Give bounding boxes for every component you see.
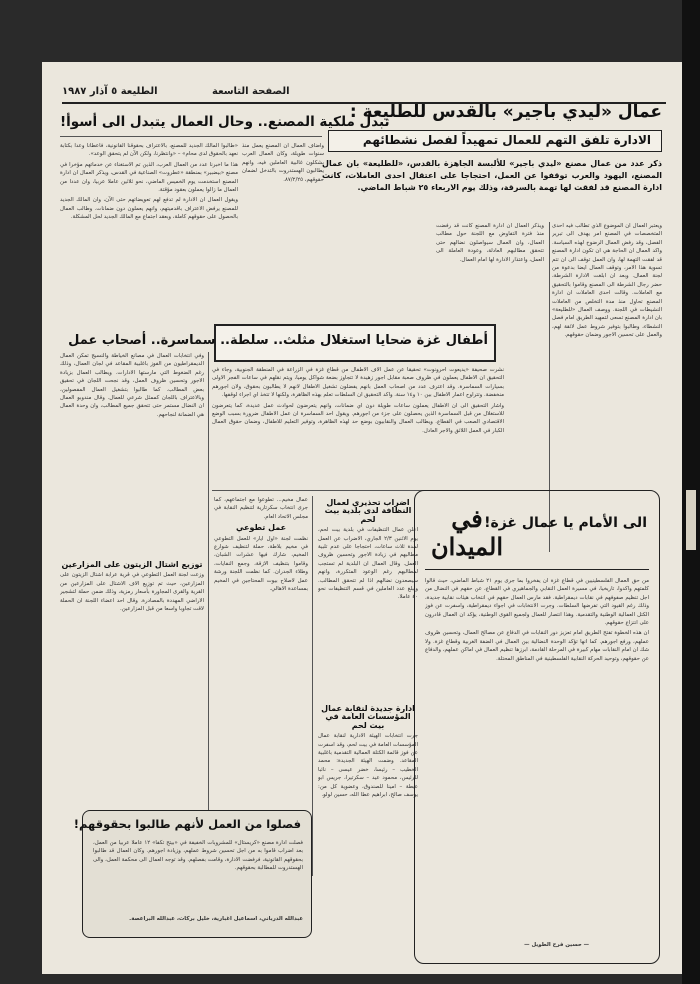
story-bethlehem-subtitle-box <box>328 130 662 152</box>
fil-maidan-logo: في الميدان <box>431 504 503 561</box>
story-forward-signature: — حسين فرح الطويل — <box>524 942 589 948</box>
story-council-intro: عمال مخيم... تطوعوا مع اجتماعهم، كما جرى انتخاب سكرتارية لتنظيم النقابة في مجلس الاتحاد العام. <box>214 497 308 520</box>
header-page: الصفحة التاسعة <box>212 86 290 97</box>
story-cleaning <box>318 496 418 696</box>
story-factory-p2: هذا ما اخبرنا عدد من العمال العرب، الذين تم الاستغناء عن خدماتهم مؤخرا في مصنع «بيضبير» بمنطقة «عطروت» الصناعية في القدس، ويذكر العمال ان ادارة المصنع استخدمت يوم الخميس الماضي، نحو ثلاثين عاملا عربيا، وان عددا من العمال ما زالوا يعملون بعقود مؤقتة. <box>60 161 238 194</box>
story-gaza-title: أطفال غزة ضحايا استغلال مثلث.. سلطة.. سماسرة.. أصحاب عمل <box>68 333 488 348</box>
story-bethlehem-tail: ويذكر العمال ان ادارة المصنع كانت قد رفضت منذ فترة التفاوض مع اللجنة حول مطالب العمال، وان العمال سيواصلون نضالهم حتى تتحقق مطالبهم العادلة، وعودة العاملة الى العمل، واعتذار الادارة لها امام العمال. <box>436 223 544 263</box>
story-union-body: جرت انتخابات الهيئة الادارية لنقابة عمال المؤسسات العامة في بيت لحم، وقد اسفرت عن فوز قائمة الكتلة العمالية التقدمية باغلبية المقاعد. وضمت الهيئة الجديدة: محمد الخطيب – رئيسا، خضر عيسى – نائبا للرئيس، محمود عيد – سكرتيرا، جريس ابو عيطة – امينا للصندوق، وعضوية كل من: يوسف صالح، ابراهيم عطا الله، حسين لولو. <box>318 733 418 799</box>
column-rule <box>312 496 313 876</box>
story-olive-title: توزيع اشتال الزيتون على المزارعين <box>61 560 203 569</box>
story-gaza-body <box>212 366 504 484</box>
story-bethlehem-body: ويعتبر العمال ان الموضوع الذي تطالب فيه احدى المتخصصات في المصنع امر يهدف الى تبرير الفصل، وقد رفض العمال الرضوخ لهذه السياسة. واكد العمال ان الحاجة هي ان تكون ادارة المصنع قد لفقت التهمة لها، وان العمل توقف الى ان تتم تسوية هذا الامر، وتوقف العمال ايضا بدعوة من لجنة العمال. وبعد ان ابلغت الادارة الشرطة، حضر رجال الشرطة الى المصنع وقاموا بالتحقيق مع العاملات. وقالت احدى العاملات ان ادارة المصنع تحاول منذ مدة التخلص من العاملات النشيطات في اللجنة. ووصف العمال «للطليعة» بان ادارة المصنع تسعى لتمهيد الطريق امام فصل النشطاء، وطالبوا بتوفير شروط عمل لائقة لهم، والعمل على تحسين الاجور وضمان حقوقهم. <box>552 223 662 339</box>
story-forward-p2: ان هذه الخطوة تفتح الطريق امام تعزيز دور النقابات في الدفاع عن مصالح العمال، وتحسين ظروف عملهم، ورفع اجورهم. كما انها تؤكد الوحدة النضالية بين العمال في الضفة الغربية وقطاع غزة. ولا شك ان امام النقابات مهام كبيرة في المرحلة القادمة، ابرزها تنظيم العمال في اماكن عملهم، والدفاع عن حقوقهم، وتوحيد الحركة النقابية الفلسطينية في المناطق المحتلة. <box>425 630 649 662</box>
newspaper-page <box>42 62 682 974</box>
story-left-col-body: وفي انتخابات العمال في مصانع الخياطة والنسيج تمكن العمال الديمقراطيون من الفوز باغلبية المقاعد في لجان العمال، وذلك رغم الضغوط التي مارستها الادارات. ويطالب العمال بزيادة الاجور وتحسين ظروف العمل، وقد نجحت اللجان في تحقيق بعض المطالب. كما طالبوا بتشغيل العمال المفصولين، وبالاعتراف باللجان كممثل شرعي للعمال. وقال مندوبو العمال ان النضال مستمر حتى تتحقق جميع المطالب، وان وحدة العمال هي الضمانة لنجاحهم. <box>60 353 204 418</box>
rule <box>425 569 649 570</box>
story-gaza-title-box <box>68 324 496 362</box>
story-dismissed-body: فصلت ادارة مصنع «كريستال» للمشروبات الخفيفة في «بيتح تكفا» ١٢ عاملا عربيا من العمل، بعد اضراب قاموا به من اجل تحسين شروط عملهم، وزيادة اجورهم. وكان العمال قد طالبوا بحقوقهم القانونية، فرفضت الادارة، وقامت بفصلهم. وقد توجه العمال الى محكمة العمل، والى الهستدروت للمطالبة بحقوقهم. <box>93 840 303 872</box>
header-date: الطليعة ٥ آذار ١٩٨٧ <box>62 86 158 97</box>
story-olive-body: وزعت لجنة العمل التطوعي في قرية عرابة اشتال الزيتون على المزارعين، حيث تم توزيع الاف الاشتال على المزارعين من القرية والقرى المجاورة بأسعار رمزية، وذلك ضمن حملة لتشجير الاراضي المهددة بالمصادرة. وقال احد اعضاء اللجنة ان الحملة لاقت تجاوبا واسعا من قبل المزارعين. <box>60 572 204 613</box>
binding-strip <box>686 490 696 550</box>
story-forward-p1: من حق العمال الفلسطينيين في قطاع غزة ان يفخروا بما جرى يوم ٢١ شباط الماضي، حيث قالوا كلمتهم واكدوا، تاريخيا، في مسيرة العمل النقابي والجماهيري في القطاع، عن حقهم في النضال من اجل تنظيم صفوفهم في نقابات ديمقراطية. فقد مارس العمال حقهم في انتخاب هيئات نقابية جديدة، وذلك رغم القيود التي تفرضها السلطات. وجرت الانتخابات في اجواء ديمقراطية، واسفرت عن فوز الكتل العمالية الوطنية والتقدمية. وهذا انتصار للعمال ولجميع القوى الوطنية، يؤكد ان العمال قادرون على انتزاع حقوقهم. <box>425 578 649 627</box>
column-rule <box>208 352 209 872</box>
story-gaza-p2: واشار التحقيق الى ان الاطفال يعملون ساعات طويلة دون اي ضمانات، وانهم يتعرضون لحوادث عمل عديدة، كما يتعرضون للاستغلال من قبل السماسرة الذين يحصلون على جزء من اجورهم. ويقول احد السماسرة ان عمل الاطفال ضرورة بسبب الوضع الاقتصادي الصعب في القطاع. ويطالب العمال والنقابيون بوضع حد لهذه الظاهرة، وتوفير التعليم للاطفال، وضمان حقوق العمال الكبار في العمل اللائق والاجر العادل. <box>212 402 504 434</box>
story-cleaning-title: اضراب تحذيري لعمال النظافة لدى بلدية بيت لحم <box>324 498 412 524</box>
rule <box>60 136 322 137</box>
story-dismissed-signers: عبدالله الدرباني، اسماعيل اغبارية، خليل بركات، عبدالله البراعصة. <box>129 916 303 922</box>
story-council-title: عمل تطوعي <box>235 523 287 533</box>
story-dismissed-title: فصلوا من العمل لأنهم طالبوا بحقوقهم! <box>73 817 301 831</box>
story-bethlehem-subtitle: الادارة تلفق التهم للعمال تمهيداً لفصل نشطائهم <box>362 133 651 147</box>
story-forward-box <box>414 490 660 964</box>
story-olive <box>60 558 204 808</box>
story-factory-p3: ويقول العمال ان الادارة لم تدفع لهم تعويضاتهم حتى الآن، وان المالك الجديد للمصنع يرفض الاعتراف باقدميتهم، وانهم يعملون دون ضمانات. وطالب العمال بالحصول على حقوقهم كاملة، وبعقد اجتماع مع المالك الجديد لحل المشكلة. <box>60 197 238 221</box>
binding-edge <box>682 0 700 984</box>
story-factory-title: تبدل ملكية المصنع.. وحال العمال يتبدل الى أسوأ! <box>60 114 390 130</box>
story-union-title: ادارة جديدة لنقابة عمال المؤسسات العامة في بيت لحم <box>321 704 415 730</box>
story-forward-title: الى الأمام يا عمال غزة! <box>484 515 647 531</box>
story-gaza-p1: نشرت صحيفة «يديعوت احرونوت» تحقيقا عن عمل الاف الاطفال من قطاع غزة في الزراعة في المنطقة الجنوبية، وجاء في التحقيق ان الاطفال يعملون في ظروف صعبة مقابل اجور زهيدة لا تتجاوز بضعة شواكل يوميا، ويتم نقلهم في ساعات الفجر الاولى بسيارات السماسرة. وقد اعترف عدد من اصحاب العمل بانهم يفضلون تشغيل الاطفال لانهم لا يطالبون بحقوق، ولان اجورهم منخفضة. وتتراوح اعمار الاطفال بين ١٠ و١٤ سنة. واكد التحقيق ان السلطات تعلم بهذه الظاهرة، ولكنها لا تتخذ اي اجراء لوقفها. <box>212 367 504 399</box>
story-factory-p1: «طالبوا المالك الجديد للمصنع، بالاعتراف بحقوقنا القانونية، فاعطانا وعدا بكتابة نعهد بالحقوق لدى محام» – «وانتظرنا، ولكن الآن لم يتحقق الوعد». <box>60 143 238 158</box>
story-bethlehem-title: عمال «ليدي باجير» بالقدس للطليعة : <box>349 102 662 122</box>
story-council <box>214 496 308 856</box>
story-forward-body <box>425 577 649 937</box>
story-bethlehem-lead: ذكر عدد من عمال مصنع «ليدي باجير» للألبسة الجاهزة بالقدس، «للطليعة» بان عمال المصنع، اليهود والعرب توقفوا عن العمل، احتجاجا على اعتقال احدى العاملات، كانت ادارة المصنع قد لفقت لها تهمة بالسرقة، وذلك يوم الاربعاء ٢٥ شباط الماضي. <box>322 159 662 192</box>
story-council-body: نظمت لجنة «اول ايار» للعمل التطوعي في مخيم بلاطة، حملة لتنظيف شوارع المخيم، شارك فيها عشرات الشبان، وقاموا بتنظيف الازقة، وجمع النفايات، وطلاء الجدران. كما نظمت اللجنة ورشة عمل لاصلاح بيوت المحتاجين في المخيم بمساعدة الاهالي. <box>214 535 308 593</box>
story-factory-text <box>60 142 238 342</box>
story-union <box>318 702 418 882</box>
story-factory-p4: واضاف العمال ان المصنع يعمل منذ سنوات طويلة، وكان العمال العرب يشكلون غالبية العاملين فيه، وانهم يطالبون الهستدروت بالتدخل لضمان حقوقهم، ٨٧/٢/٢٥. <box>242 143 324 183</box>
story-dismissed-box <box>73 810 312 938</box>
story-cleaning-body: اعلن عمال التنظيفات في بلدية بيت لحم، يوم الاثنين ٢/٣ الجاري، الاضراب عن العمل لمدة ثلاث ساعات، احتجاجا على عدم تلبية مطالبهم في زيادة الاجور وتحسين ظروف العمل. وقال العمال ان البلدية لم تستجب لمطالبهم رغم الوعود المتكررة، وانهم سيصعدون نضالهم اذا لم تتحقق المطالب. ويبلغ عدد العاملين في قسم التنظيفات نحو ٤٠ عاملا. <box>318 527 418 601</box>
